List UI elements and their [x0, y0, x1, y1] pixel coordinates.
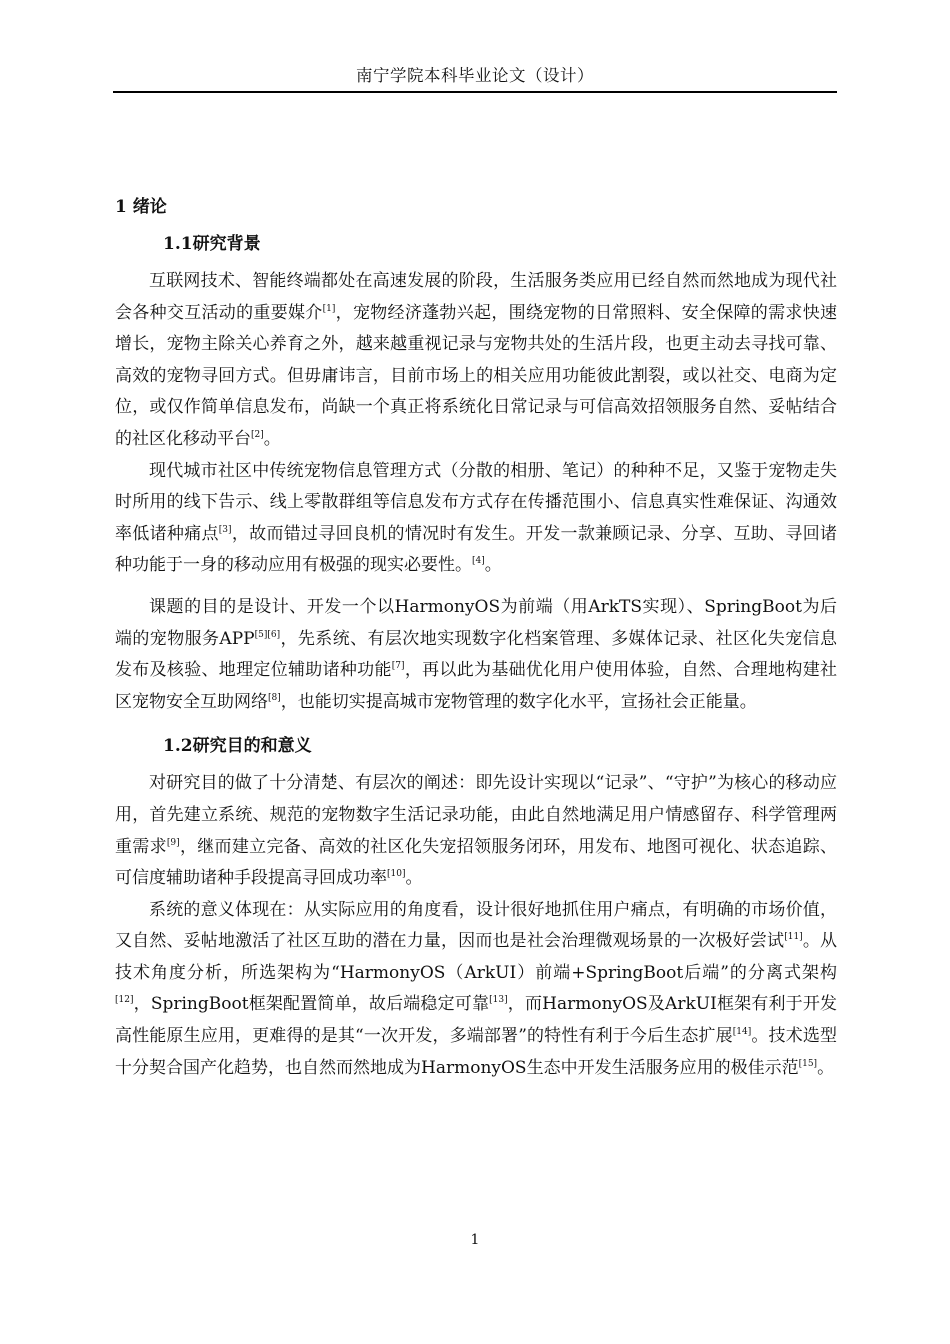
paragraph-text: 。技术选型十分契合国产化趋势，也自然而然地成为HarmonyOS生态中开发生活服务应用的极佳示范	[115, 1026, 837, 1078]
citation-ref: [1]	[322, 303, 336, 314]
paragraph-text: 。	[817, 1057, 835, 1078]
paragraph-text: 。	[484, 555, 502, 576]
paragraph-text: ，而HarmonyOS及ArkUI框架有利于开发高性能原生应用，更难得的是其“一次开发，多端部署”的特性有利于今后生态扩展	[115, 994, 837, 1047]
citation-ref: [4]	[472, 556, 485, 567]
paragraph-text: ，SpringBoot框架配置简单，故后端稳定可靠	[133, 994, 490, 1015]
paragraph-text: ，再以此为基础优化用户使用体验，自然、合理地构建社区宠物安全互助网络	[115, 660, 837, 712]
citation-ref: [12]	[115, 995, 134, 1006]
citation-ref: [11]	[784, 932, 803, 943]
paragraph-text: ，宠物经济蓬勃兴起，围绕宠物的日常照料、安全保障的需求快速增长，宠物主除关心养育之外，越来越重视记录与宠物共处的生活片段，也更主动去寻找可靠、高效的宠物寻回方式。但毋庸讳言，目前市场上的相关应用功能彼此割裂，或以社交、电商为定位，或仅作简单信息发布，尚缺一个真正将系统化日常记录与可信高效招领服务自然、妥帖结合的社区化移动平台	[115, 302, 838, 449]
paragraph-text: 。	[405, 868, 423, 889]
section-heading-purpose: 1.2研究目的和意义	[163, 736, 312, 757]
citation-ref: [14]	[732, 1027, 752, 1038]
paragraph-text: ，继而建立完备、高效的社区化失宠招领服务闭环，用发布、地图可视化、状态追踪、可信度辅助诸种手段提高寻回成功率	[115, 836, 838, 889]
citation-ref: [2]	[251, 429, 264, 440]
paragraph-text: 系统的意义体现在：从实际应用的角度看，设计很好地抓住用户痛点，有明确的市场价值，又自然、妥帖地激活了社区互助的潜在力量，因而也是社会治理微观场景的一次极好尝试	[115, 899, 837, 952]
chapter-title: 1 绪论	[115, 197, 167, 217]
citation-ref: [15]	[798, 1058, 818, 1069]
paragraph	[115, 266, 837, 456]
citation-ref: [9]	[166, 837, 180, 848]
paragraph-text: 。	[263, 428, 281, 449]
paragraph-text: ，也能切实提高城市宠物管理的数字化水平，宣扬社会正能量。	[280, 691, 757, 712]
paragraph	[115, 895, 837, 1085]
paragraph-text: 互联网技术、智能终端都处在高速发展的阶段，生活服务类应用已经自然而然地成为现代社会各种交互活动的重要媒介	[115, 271, 837, 323]
paragraph	[115, 768, 837, 894]
section-heading-background: 1.1研究背景	[163, 234, 261, 254]
paragraph-text: ，故而错过寻回良机的情况时有发生。开发一款兼顾记录、分享、互助、寻回诸种功能于一身的移动应用有极强的现实必要性。	[115, 523, 838, 576]
citation-ref: [13]	[489, 995, 508, 1006]
page-number: 1	[470, 1232, 480, 1248]
citation-ref: [3]	[218, 524, 232, 535]
paragraph-text: 。从技术角度分析，所选架构为“HarmonyOS（ArkUI）前端+SpringBoot后端”的分离式架构	[115, 931, 838, 983]
paragraph-text: ，先系统、有层次地实现数字化档案管理、多媒体记录、社区化失宠信息发布及核验、地理定位辅助诸种功能	[115, 628, 837, 681]
header-rule	[113, 91, 837, 93]
paragraph	[115, 456, 837, 582]
citation-ref: [8]	[268, 692, 281, 703]
paragraph-text: 课题的目的是设计、开发一个以HarmonyOS为前端（用ArkTS实现）、SpringBoot为后端的宠物服务APP	[115, 596, 837, 649]
running-header: 南宁学院本科毕业论文（设计）	[356, 66, 594, 85]
citation-ref: [5][6]	[254, 629, 281, 640]
citation-ref: [7]	[391, 661, 405, 672]
paragraph	[115, 592, 837, 718]
paragraph-text: 现代城市社区中传统宠物信息管理方式（分散的相册、笔记）的种种不足，又鉴于宠物走失时所用的线下告示、线上零散群组等信息发布方式存在传播范围小、信息真实性难保证、沟通效率低诸种痛点	[115, 460, 837, 544]
paragraph-text: 对研究目的做了十分清楚、有层次的阐述：即先设计实现以“记录”、“守护”为核心的移动应用，首先建立系统、规范的宠物数字生活记录功能，由此自然地满足用户情感留存、科学管理两重需求	[115, 773, 837, 857]
page-body	[115, 190, 837, 1084]
citation-ref: [10]	[387, 869, 406, 880]
